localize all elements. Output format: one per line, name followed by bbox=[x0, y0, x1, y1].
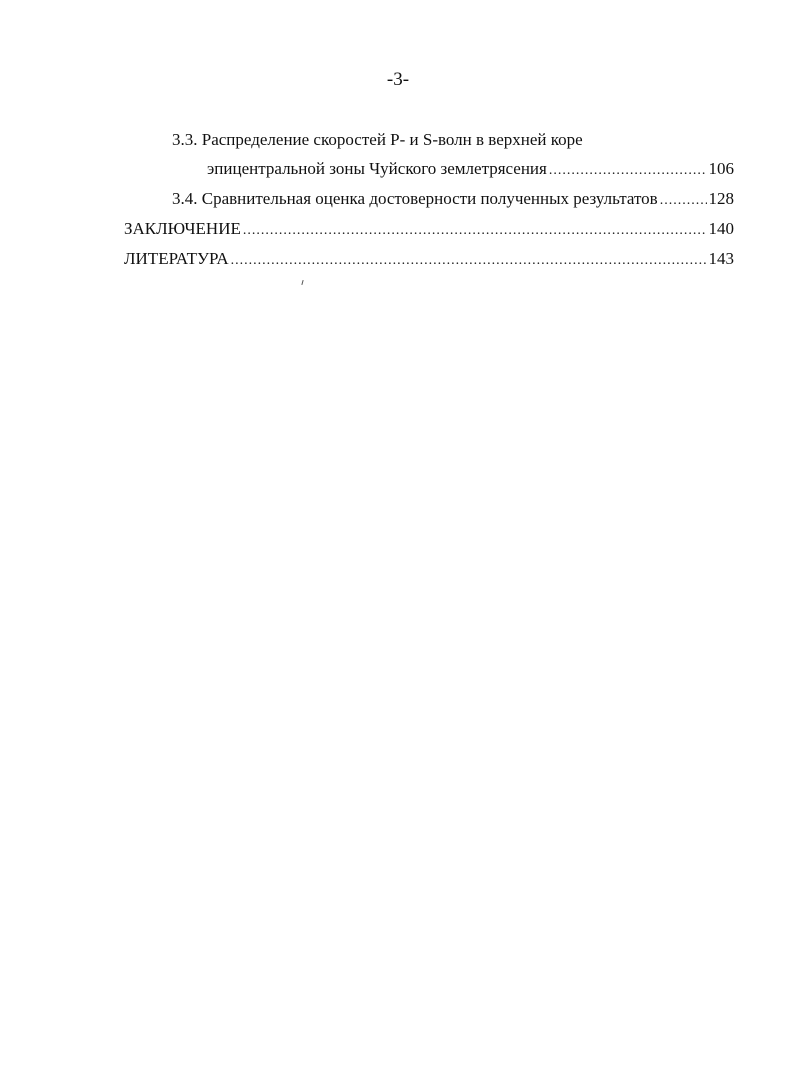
toc-leader-dots bbox=[243, 220, 707, 242]
toc-item-3-4-page: 128 bbox=[708, 189, 734, 208]
toc-item-conclusion-page: 140 bbox=[708, 219, 734, 238]
toc-item-3-4-title: 3.4. Сравнительная оценка достоверности полученных результатов bbox=[172, 189, 658, 208]
toc-item-3-3-page: 106 bbox=[708, 159, 734, 178]
toc-item-literature-title: ЛИТЕРАТУРА bbox=[124, 249, 229, 268]
toc-item-literature bbox=[124, 248, 734, 272]
toc-item-conclusion bbox=[124, 218, 734, 242]
toc-item-3-4 bbox=[172, 188, 734, 212]
toc-item-3-3 bbox=[207, 158, 734, 182]
toc-item-3-3-title-continued: эпицентральной зоны Чуйского землетрясения bbox=[207, 159, 547, 178]
toc-leader-dots bbox=[660, 190, 707, 212]
toc-item-3-3-title: 3.3. Распределение скоростей Р- и S-волн в верхней коре bbox=[172, 130, 583, 149]
toc-leader-dots bbox=[231, 250, 707, 272]
page-number: -3- bbox=[386, 69, 410, 90]
toc-item-conclusion-title: ЗАКЛЮЧЕНИЕ bbox=[124, 219, 241, 238]
toc-item-literature-page: 143 bbox=[708, 249, 734, 268]
toc-leader-dots bbox=[549, 160, 707, 182]
